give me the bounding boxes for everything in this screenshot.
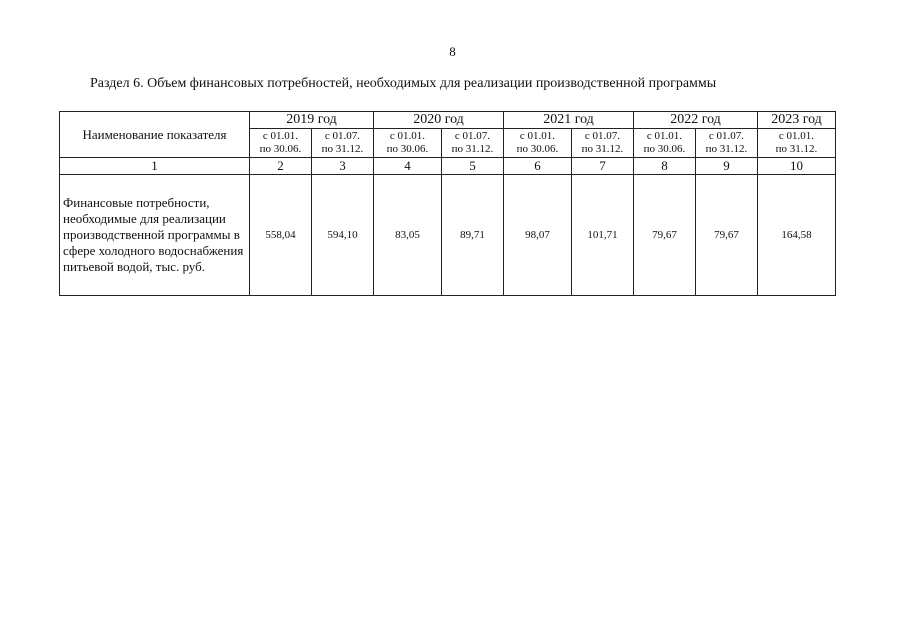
column-number: 3 [312,158,374,175]
period-header [758,129,836,158]
column-number: 1 [60,158,250,175]
column-number: 5 [442,158,504,175]
period-from: с 01.01. [778,130,815,142]
period-from: с 01.01. [646,130,683,142]
period-to: по 30.06. [643,143,686,155]
period-from: с 01.01. [262,130,299,142]
value-cell: 79,67 [696,175,758,296]
period-to: по 31.12. [581,143,624,155]
period-to: по 30.06. [516,143,559,155]
column-number-row [60,158,836,175]
period-from: с 01.07. [708,130,745,142]
period-header [504,129,572,158]
period-from: с 01.01. [519,130,556,142]
period-header [572,129,634,158]
period-to: по 31.12. [321,143,364,155]
value-cell: 98,07 [504,175,572,296]
period-header [250,129,312,158]
period-to: по 31.12. [705,143,748,155]
value-cell: 89,71 [442,175,504,296]
indicator-label: Финансовые потребности, необходимые для реализации производственной программы в сфере холодного водоснабжения питьевой водой, тыс. руб. [60,175,250,296]
value-cell: 164,58 [758,175,836,296]
value-cell: 558,04 [250,175,312,296]
value-cell: 83,05 [374,175,442,296]
period-to: по 30.06. [259,143,302,155]
period-header [312,129,374,158]
period-to: по 31.12. [775,143,818,155]
column-number: 8 [634,158,696,175]
financial-needs-table [59,111,836,296]
year-header: 2021 год [504,112,634,129]
section-title: Раздел 6. Объем финансовых потребностей, необходимых для реализации производственной программы [90,76,717,91]
table-row [60,175,836,296]
column-number: 9 [696,158,758,175]
page-number: 8 [449,44,456,59]
period-from: с 01.07. [324,130,361,142]
value-cell: 594,10 [312,175,374,296]
period-header [634,129,696,158]
period-header [442,129,504,158]
period-from: с 01.07. [454,130,491,142]
period-to: по 30.06. [386,143,429,155]
period-to: по 31.12. [451,143,494,155]
period-from: с 01.07. [584,130,621,142]
column-number: 10 [758,158,836,175]
value-cell: 79,67 [634,175,696,296]
value-cell: 101,71 [572,175,634,296]
period-from: с 01.01. [389,130,426,142]
period-header [696,129,758,158]
year-header: 2022 год [634,112,758,129]
column-number: 2 [250,158,312,175]
column-number: 4 [374,158,442,175]
column-number: 7 [572,158,634,175]
year-header-row [60,112,836,129]
period-header [374,129,442,158]
year-header: 2019 год [250,112,374,129]
year-header: 2023 год [758,112,836,129]
name-header: Наименование показателя [60,112,250,158]
column-number: 6 [504,158,572,175]
year-header: 2020 год [374,112,504,129]
